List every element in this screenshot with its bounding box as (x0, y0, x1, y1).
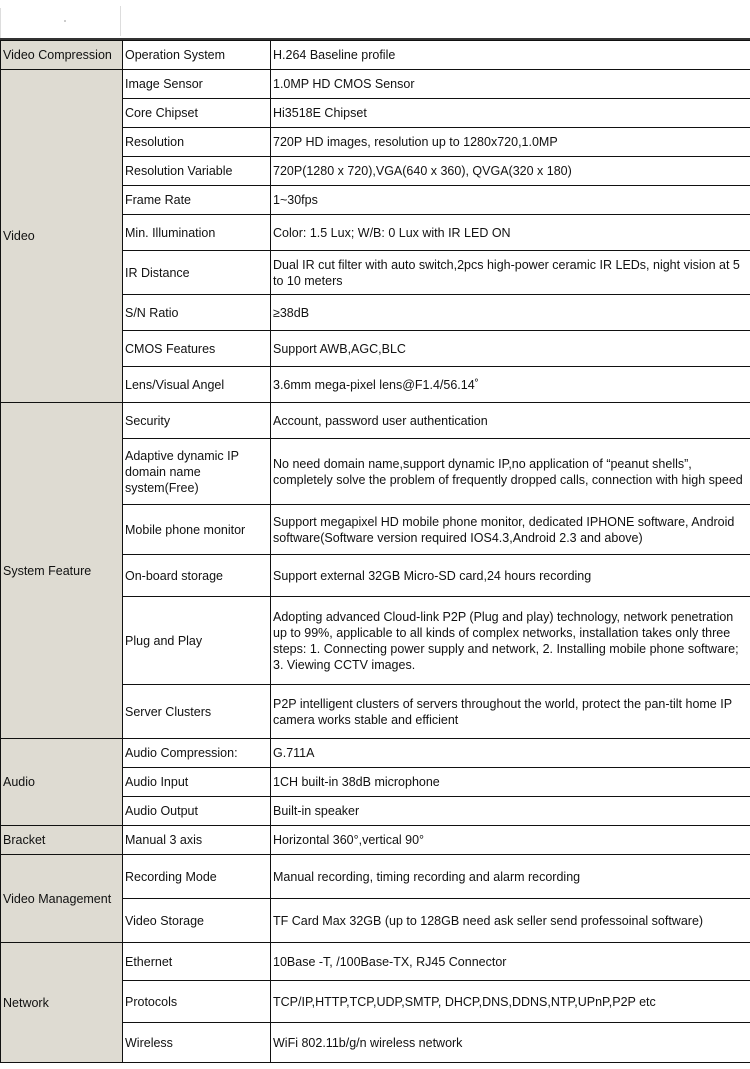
feature-cell: On-board storage (123, 555, 271, 597)
value-cell: Manual recording, timing recording and alarm recording (271, 855, 750, 899)
value-cell: G.711A (271, 739, 750, 768)
table-row (1, 855, 750, 899)
table-row (1, 41, 750, 70)
feature-cell: Plug and Play (123, 597, 271, 685)
table-row (1, 943, 750, 981)
feature-cell: S/N Ratio (123, 295, 271, 331)
feature-cell: Server Clusters (123, 685, 271, 739)
feature-cell: Wireless (123, 1023, 271, 1063)
feature-cell: Protocols (123, 981, 271, 1023)
value-cell: Dual IR cut filter with auto switch,2pcs high-power ceramic IR LEDs, night vision at 5 to 10 meters (271, 251, 750, 295)
feature-cell: Recording Mode (123, 855, 271, 899)
value-cell: Support external 32GB Micro-SD card,24 hours recording (271, 555, 750, 597)
table-row (1, 826, 750, 855)
table-row (1, 739, 750, 768)
value-cell: 720P HD images, resolution up to 1280x720,1.0MP (271, 128, 750, 157)
value-cell: Built-in speaker (271, 797, 750, 826)
value-cell: TCP/IP,HTTP,TCP,UDP,SMTP, DHCP,DNS,DDNS,NTP,UPnP,P2P etc (271, 981, 750, 1023)
feature-cell: IR Distance (123, 251, 271, 295)
value-cell: Color: 1.5 Lux; W/B: 0 Lux with IR LED ON (271, 215, 750, 251)
feature-cell: Resolution Variable (123, 157, 271, 186)
category-audio: Audio (1, 739, 123, 826)
feature-cell: CMOS Features (123, 331, 271, 367)
value-cell: WiFi 802.11b/g/n wireless network (271, 1023, 750, 1063)
table-row (1, 70, 750, 99)
value-cell: H.264 Baseline profile (271, 41, 750, 70)
value-cell: 3.6mm mega-pixel lens@F1.4/56.14˚ (271, 367, 750, 403)
feature-cell: Mobile phone monitor (123, 505, 271, 555)
feature-cell: Resolution (123, 128, 271, 157)
value-cell: Adopting advanced Cloud-link P2P (Plug and play) technology, network penetration up to 99%, applicable to all kinds of complex networks, installation takes only three steps: 1. Connecting power supply and network, 2. Installing mobile phone software; 3. Viewing CCTV images. (271, 597, 750, 685)
category-video-compression: Video Compression (1, 41, 123, 70)
value-cell: Support megapixel HD mobile phone monitor, dedicated IPHONE software, Android software(Software version required IOS4.3,Android 2.3 and above) (271, 505, 750, 555)
feature-cell: Security (123, 403, 271, 439)
value-cell: Horizontal 360°,vertical 90° (271, 826, 750, 855)
category-video: Video (1, 70, 123, 403)
value-cell: Hi3518E Chipset (271, 99, 750, 128)
category-network: Network (1, 943, 123, 1063)
value-cell: 720P(1280 x 720),VGA(640 x 360), QVGA(320 x 180) (271, 157, 750, 186)
feature-cell: Core Chipset (123, 99, 271, 128)
feature-cell: Audio Compression: (123, 739, 271, 768)
value-cell: P2P intelligent clusters of servers throughout the world, protect the pan-tilt home IP camera works stable and efficient (271, 685, 750, 739)
feature-cell: Frame Rate (123, 186, 271, 215)
feature-cell: Adaptive dynamic IP domain name system(Free) (123, 439, 271, 505)
value-cell: 1.0MP HD CMOS Sensor (271, 70, 750, 99)
value-cell: 10Base -T, /100Base-TX, RJ45 Connector (271, 943, 750, 981)
scan-artifact-line (0, 8, 1, 38)
feature-cell: Operation System (123, 41, 271, 70)
table-row (1, 403, 750, 439)
category-system-feature: System Feature (1, 403, 123, 739)
feature-cell: Video Storage (123, 899, 271, 943)
value-cell: Support AWB,AGC,BLC (271, 331, 750, 367)
feature-cell: Min. Illumination (123, 215, 271, 251)
feature-cell: Image Sensor (123, 70, 271, 99)
value-cell: No need domain name,support dynamic IP,no application of “peanut shells”, completely solve the problem of frequently dropped calls, connection with high speed (271, 439, 750, 505)
feature-cell: Audio Output (123, 797, 271, 826)
feature-cell: Audio Input (123, 768, 271, 797)
value-cell: TF Card Max 32GB (up to 128GB need ask seller send professoinal software) (271, 899, 750, 943)
category-bracket: Bracket (1, 826, 123, 855)
spec-table (0, 40, 750, 1063)
category-video-management: Video Management (1, 855, 123, 943)
feature-cell: Manual 3 axis (123, 826, 271, 855)
scan-artifact-line (120, 6, 121, 36)
feature-cell: Lens/Visual Angel (123, 367, 271, 403)
value-cell: 1CH built-in 38dB microphone (271, 768, 750, 797)
value-cell: Account, password user authentication (271, 403, 750, 439)
scan-artifact-dot (64, 20, 66, 22)
value-cell: 1~30fps (271, 186, 750, 215)
value-cell: ≥38dB (271, 295, 750, 331)
feature-cell: Ethernet (123, 943, 271, 981)
